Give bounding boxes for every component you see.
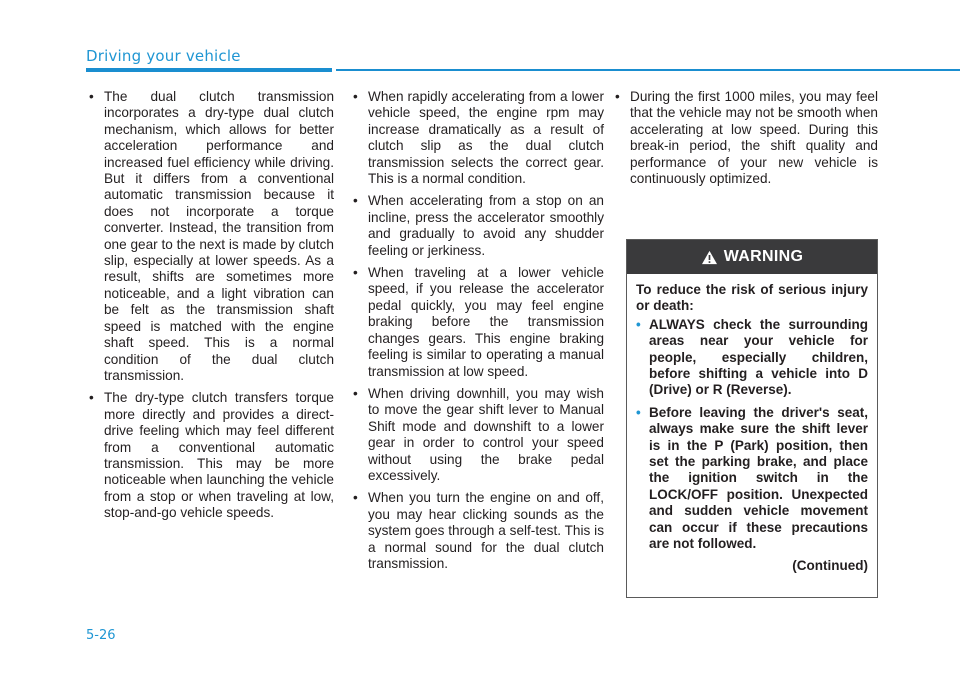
warning-box (626, 239, 878, 598)
text-column-3 (614, 89, 878, 193)
warning-title: WARNING (723, 248, 804, 265)
list-item: • When driving downhill, you may wish to move the gear shift lever to Manual Shift mode and downshift to a lower gear in order to control your speed without using the brake pedal excessively. (352, 386, 604, 484)
list-item: • When accelerating from a stop on an incline, press the accelerator smoothly and gradually to avoid any shudder feeling or jerkiness. (352, 193, 604, 259)
warning-intro: To reduce the risk of serious injury or death: (636, 282, 868, 314)
list-item: • The dry-type clutch transfers torque more directly and provides a direct-drive feeling which may feel different from a conventional automatic transmission. This may be more noticeable when launching the vehicle from a stop or when traveling at low, stop-and-go vehicle speeds. (88, 390, 334, 521)
text-column-1 (88, 89, 334, 528)
warning-header (627, 240, 877, 274)
text-column-2 (352, 89, 604, 578)
list-item: • The dual clutch transmission incorporates a dry-type dual clutch mechanism, which allows for better acceleration performance and increased fuel efficiency while driving. But it differs from a conventional automatic transmission because it does not incorporate a torque converter. Instead, the transition from one gear to the next is made by clutch slip, especially at lower speeds. As a result, shifts are sometimes more noticeable, and a light vibration can be felt as the transmission shaft speed is matched with the engine shaft speed. This is a normal condition of the dual clutch transmission. (88, 89, 334, 384)
header-rule-thin (336, 69, 960, 71)
list-item: • When traveling at a lower vehicle speed, if you release the accelerator pedal quickly, you may feel engine braking before the transmission changes gears. This engine braking feeling is similar to operating a manual transmission at low speed. (352, 265, 604, 380)
page-number: 5-26 (86, 628, 116, 643)
warning-triangle-icon (701, 250, 718, 265)
warning-list (636, 317, 868, 553)
warning-item: • ALWAYS check the surrounding areas near your vehicle for people, especially children, before shifting a vehicle into D (Drive) or R (Reverse). (636, 317, 868, 399)
list-item: • When rapidly accelerating from a lower vehicle speed, the engine rpm may increase dramatically as a result of clutch slip as the dual clutch transmission selects the correct gear. This is a normal condition. (352, 89, 604, 187)
warning-continued: (Continued) (792, 557, 868, 573)
bullet-list (88, 89, 334, 522)
bullet-list (614, 89, 878, 187)
section-title: Driving your vehicle (86, 47, 241, 65)
header-rule-thick (86, 68, 332, 72)
warning-body (627, 274, 877, 574)
bullet-list (352, 89, 604, 572)
list-item: • During the first 1000 miles, you may feel that the vehicle may not be smooth when accelerating at low speed. During this break-in period, the shift quality and performance of your new vehicle is continuously optimized. (614, 89, 878, 187)
warning-item: • Before leaving the driver's seat, always make sure the shift lever is in the P (Park) position, then set the parking brake, and place the ignition switch in the LOCK/OFF position. Unexpected and sudden vehicle movement can occur if these precautions are not followed. (636, 405, 868, 553)
list-item: • When you turn the engine on and off, you may hear clicking sounds as the system goes through a self-test. This is a normal sound for the dual clutch transmission. (352, 490, 604, 572)
